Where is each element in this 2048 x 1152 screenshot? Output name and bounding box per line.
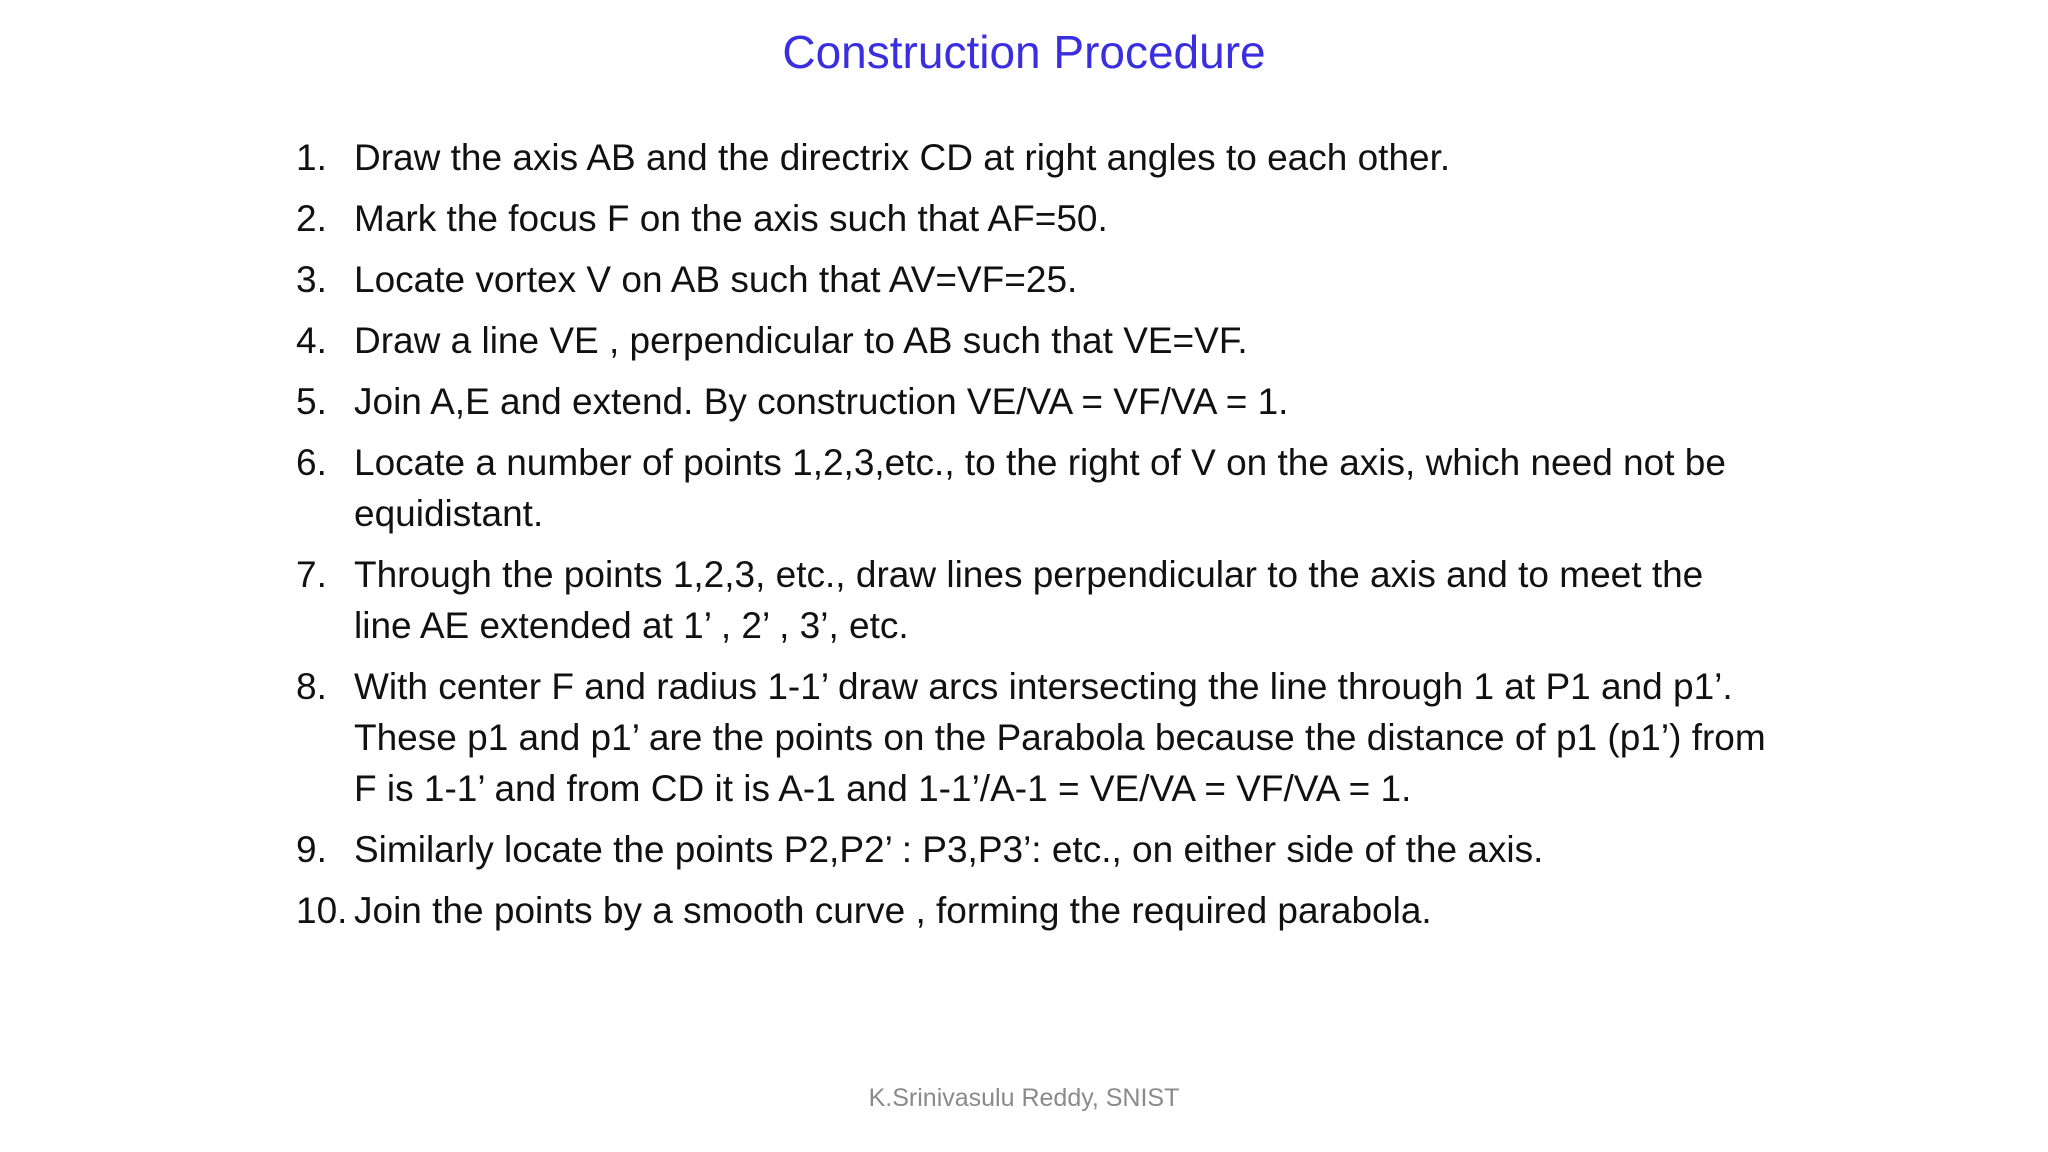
procedure-step [296,193,1766,244]
procedure-step [296,254,1766,305]
step-text: Mark the focus F on the axis such that AF=50. [354,198,1108,239]
step-text: Similarly locate the points P2,P2’ : P3,P3’: etc., on either side of the axis. [354,829,1544,870]
step-number: 2. [296,198,327,239]
step-text: Draw the axis AB and the directrix CD at right angles to each other. [354,137,1451,178]
step-number: 9. [296,829,327,870]
step-number: 10. [296,890,348,931]
procedure-steps-list [296,132,1766,946]
procedure-step [296,437,1766,539]
step-text: With center F and radius 1-1’ draw arcs intersecting the line through 1 at P1 and p1’. These p1 and p1’ are the points on the Parabola because the distance of p1 (p1’) from F is 1-1’ and from CD it is A-1 and 1-1’/A-1 = VE/VA = VF/VA = 1. [354,666,1766,809]
procedure-step [296,885,1766,936]
step-number: 7. [296,554,327,595]
step-number: 3. [296,259,327,300]
step-text: Join A,E and extend. By construction VE/VA = VF/VA = 1. [354,381,1289,422]
step-text: Through the points 1,2,3, etc., draw lines perpendicular to the axis and to meet the line AE extended at 1’ , 2’ , 3’, etc. [354,554,1704,646]
step-text: Draw a line VE , perpendicular to AB such that VE=VF. [354,320,1248,361]
procedure-step [296,824,1766,875]
step-number: 5. [296,381,327,422]
step-number: 8. [296,666,327,707]
procedure-step [296,132,1766,183]
slide-title: Construction Procedure [782,26,1266,78]
procedure-step [296,661,1766,814]
step-text: Locate a number of points 1,2,3,etc., to the right of V on the axis, which need not be equidistant. [354,442,1726,534]
step-number: 6. [296,442,327,483]
step-number: 4. [296,320,327,361]
step-text: Join the points by a smooth curve , forming the required parabola. [354,890,1432,931]
procedure-step [296,549,1766,651]
step-number: 1. [296,137,327,178]
slide-footer: K.Srinivasulu Reddy, SNIST [868,1084,1180,1112]
procedure-step [296,376,1766,427]
procedure-step [296,315,1766,366]
step-text: Locate vortex V on AB such that AV=VF=25. [354,259,1078,300]
